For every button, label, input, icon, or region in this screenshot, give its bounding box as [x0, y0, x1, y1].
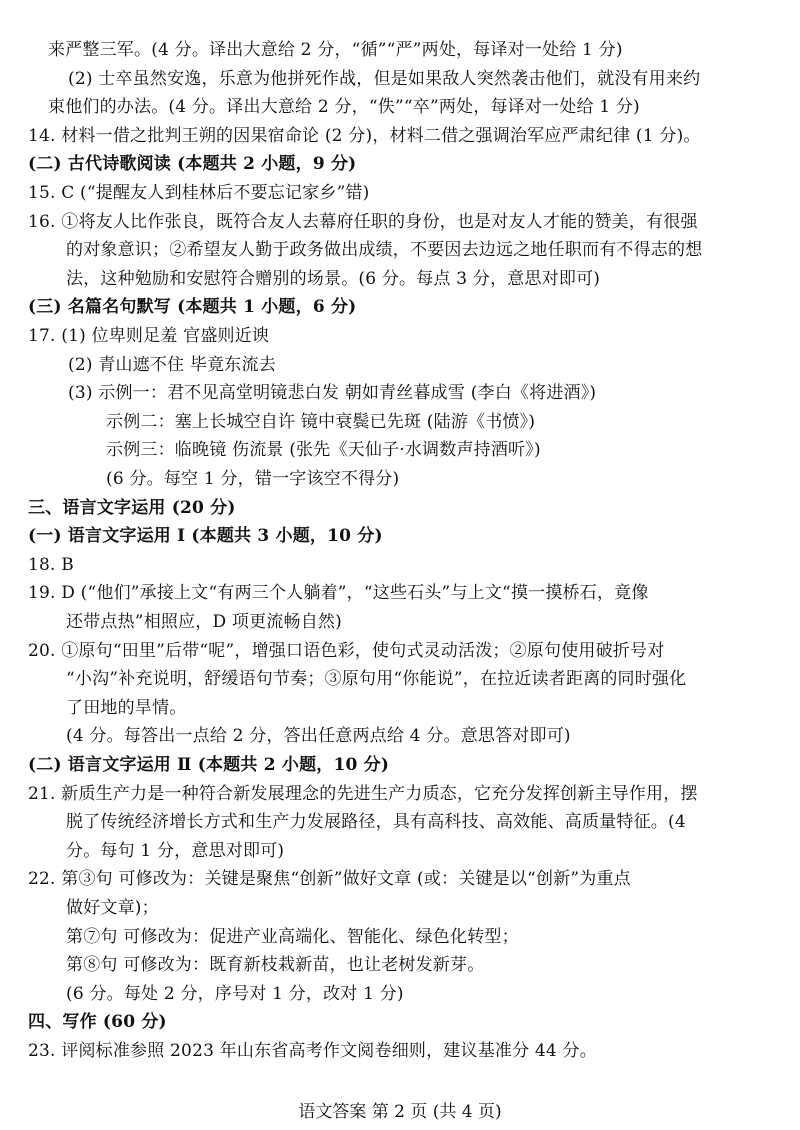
- text-line: 第⑧句 可修改为：既育新枝栽新苗，也让老树发新芽。: [66, 955, 485, 976]
- text-line: (3) 示例一：君不见高堂明镜悲白发 朝如青丝暮成雪 (李白《将进酒》): [68, 383, 597, 404]
- text-line: (6 分。每空 1 分，错一字该空不得分): [106, 469, 400, 489]
- text-line: 脱了传统经济增长方式和生产力发展路径，具有高科技、高效能、高质量特征。(4: [66, 812, 686, 833]
- section-heading: (二) 古代诗歌阅读 (本题共 2 小题，9 分): [28, 154, 357, 175]
- answer-17: 17. (1) 位卑则足羞 官盛则近谀: [28, 326, 270, 346]
- part-heading: 三、语言文字运用 (20 分): [28, 497, 236, 518]
- text-line: 来严整三军。(4 分。译出大意给 2 分，“循”“严”两处，每译对一处给 1 分): [48, 40, 623, 60]
- text-line: 还带点热”相照应，D 项更流畅自然): [66, 612, 342, 632]
- text-line: 分。每句 1 分，意思对即可): [66, 840, 285, 861]
- answer-16: 16. ①将友人比作张良，既符合友人去幕府任职的身份，也是对友人才能的赞美，有很强: [28, 211, 698, 232]
- text-line: 法，这种勉励和安慰符合赠别的场景。(6 分。每点 3 分，意思对即可): [66, 268, 601, 289]
- text-line: “小沟”补充说明，舒缓语句节奏；③原句用“你能说”，在拉近读者距离的同时强化: [66, 669, 687, 690]
- text-line: 示例二：塞上长城空自许 镜中衰鬓已先斑 (陆游《书愤》): [106, 411, 536, 432]
- section-heading: (三) 名篇名句默写 (本题共 1 小题，6 分): [28, 297, 357, 318]
- answer-20: 20. ①原句“田里”后带“呢”，增强口语色彩，使句式灵动活泼；②原句使用破折号对: [28, 640, 665, 661]
- footer-line: 语文答案 第 2 页 (共 4 页): [298, 1102, 502, 1122]
- text-line: (2) 青山遮不住 毕竟东流去: [68, 354, 276, 375]
- text-line: (6 分。每处 2 分，序号对 1 分，改对 1 分): [66, 983, 404, 1004]
- section-heading: (一) 语言文字运用 I (本题共 3 小题，10 分): [28, 526, 383, 547]
- text-line: 的对象意识；②希望友人勤于政务做出成绩，不要因去边远之地任职而有不得志的想: [66, 240, 703, 261]
- answer-19: 19. D (“他们”承接上文“有两三个人躺着”，“这些石头”与上文“摸一摸桥石，竟像: [28, 583, 649, 604]
- text-line: 第⑦句 可修改为：促进产业高端化、智能化、绿色化转型；: [66, 926, 519, 947]
- answer-22: 22. 第③句 可修改为：关键是聚焦“创新”做好文章 (或：关键是以“创新”为重点: [28, 869, 631, 890]
- answer-14: 14. 材料一借之批判王朔的因果宿命论 (2 分)，材料二借之强调治军应严肃纪律 (1 分)。: [28, 125, 701, 146]
- answer-15: 15. C (“提醒友人到桂林后不要忘记家乡”错): [28, 183, 370, 203]
- answer-23: 23. 评阅标准参照 2023 年山东省高考作文阅卷细则，建议基准分 44 分。: [28, 1041, 597, 1061]
- text-line: 做好文章)；: [66, 898, 159, 918]
- section-heading: (二) 语言文字运用 Ⅱ (本题共 2 小题，10 分): [28, 755, 390, 775]
- text-line: 示例三：临晚镜 伤流景 (张先《天仙子·水调数声持酒听》): [106, 440, 541, 461]
- text-line: (2) 士卒虽然安逸，乐意为他拼死作战，但是如果敌人突然袭击他们，就没有用来约: [68, 68, 701, 89]
- text-line: 了田地的旱情。: [66, 697, 187, 718]
- answer-21: 21. 新质生产力是一种符合新发展理念的先进生产力质态，它充分发挥创新主导作用，摆: [28, 783, 698, 804]
- text-line: (4 分。每答出一点给 2 分，答出任意两点给 4 分。意思答对即可): [66, 726, 571, 747]
- part-heading: 四、写作 (60 分): [28, 1012, 167, 1033]
- answer-18: 18. B: [28, 554, 74, 575]
- text-line: 束他们的办法。(4 分。译出大意给 2 分，“佚”“卒”两处，每译对一处给 1 分): [48, 97, 640, 118]
